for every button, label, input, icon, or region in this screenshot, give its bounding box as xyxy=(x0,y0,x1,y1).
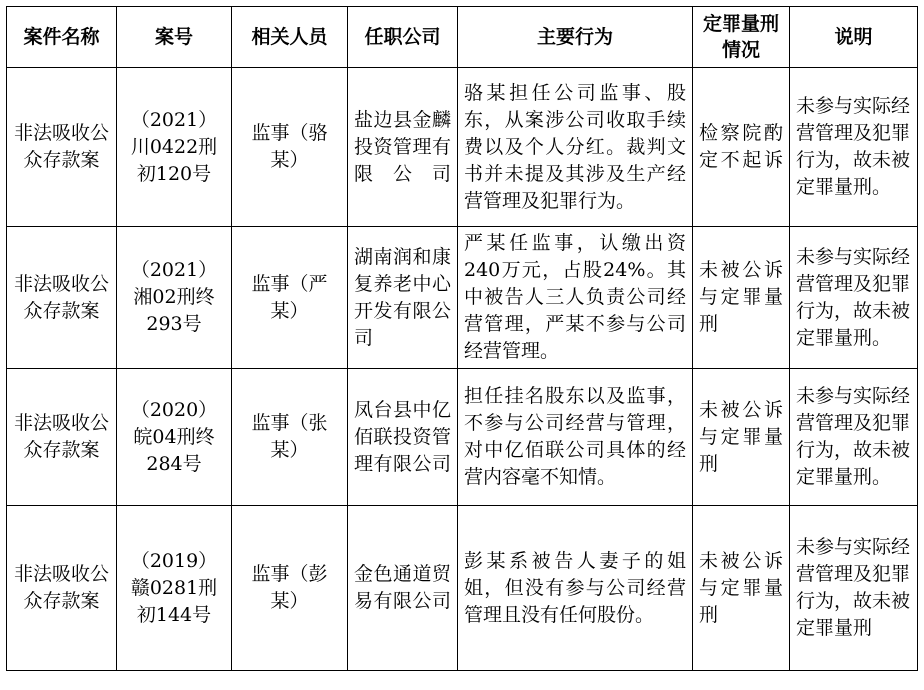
case-table xyxy=(6,6,918,671)
behavior-cell: 严某任监事，认缴出资240万元，占股24%。其中被告人三人负责公司经营管理，严某不参与公司经营管理。 xyxy=(458,227,693,369)
note-cell: 未参与实际经营管理及犯罪行为，故未被定罪量刑。 xyxy=(790,369,918,506)
header-person: 相关人员 xyxy=(232,7,348,68)
header-case-no: 案号 xyxy=(117,7,232,68)
company-cell: 盐边县金麟投资管理有限公司 xyxy=(348,68,458,227)
header-behavior: 主要行为 xyxy=(458,7,693,68)
behavior-cell: 彭某系被告人妻子的姐姐，但没有参与公司经营管理且没有任何股份。 xyxy=(458,506,693,671)
table-row xyxy=(7,227,918,369)
verdict-cell: 未被公诉与定罪量刑 xyxy=(693,369,790,506)
header-case-name: 案件名称 xyxy=(7,7,117,68)
behavior-cell: 骆某担任公司监事、股东，从案涉公司收取手续费以及个人分红。裁判文书并未提及其涉及生产经营管理及犯罪行为。 xyxy=(458,68,693,227)
person-cell: 监事（严某） xyxy=(232,227,348,369)
case-no-cell: （2019）赣0281刑初144号 xyxy=(117,506,232,671)
company-cell: 凤台县中亿佰联投资管理有限公司 xyxy=(348,369,458,506)
company-cell: 湖南润和康复养老中心开发有限公司 xyxy=(348,227,458,369)
person-cell: 监事（张某） xyxy=(232,369,348,506)
person-cell: 监事（骆某） xyxy=(232,68,348,227)
case-name-cell: 非法吸收公众存款案 xyxy=(7,506,117,671)
verdict-cell: 检察院酌定不起诉 xyxy=(693,68,790,227)
behavior-cell: 担任挂名股东以及监事，不参与公司经营与管理，对中亿佰联公司具体的经营内容毫不知情。 xyxy=(458,369,693,506)
person-cell: 监事（彭某） xyxy=(232,506,348,671)
note-cell: 未参与实际经营管理及犯罪行为，故未被定罪量刑。 xyxy=(790,227,918,369)
verdict-cell: 未被公诉与定罪量刑 xyxy=(693,506,790,671)
table-row xyxy=(7,506,918,671)
table-row xyxy=(7,68,918,227)
header-row xyxy=(7,7,918,68)
case-name-cell: 非法吸收公众存款案 xyxy=(7,369,117,506)
case-no-cell: （2021）川0422刑初120号 xyxy=(117,68,232,227)
header-note: 说明 xyxy=(790,7,918,68)
case-no-cell: （2020）皖04刑终284号 xyxy=(117,369,232,506)
case-name-cell: 非法吸收公众存款案 xyxy=(7,68,117,227)
note-cell: 未参与实际经营管理及犯罪行为，故未被定罪量刑 xyxy=(790,506,918,671)
note-cell: 未参与实际经营管理及犯罪行为，故未被定罪量刑。 xyxy=(790,68,918,227)
case-no-cell: （2021）湘02刑终293号 xyxy=(117,227,232,369)
table-row xyxy=(7,369,918,506)
verdict-cell: 未被公诉与定罪量刑 xyxy=(693,227,790,369)
header-verdict: 定罪量刑情况 xyxy=(693,7,790,68)
company-cell: 金色通道贸易有限公司 xyxy=(348,506,458,671)
case-name-cell: 非法吸收公众存款案 xyxy=(7,227,117,369)
header-company: 任职公司 xyxy=(348,7,458,68)
